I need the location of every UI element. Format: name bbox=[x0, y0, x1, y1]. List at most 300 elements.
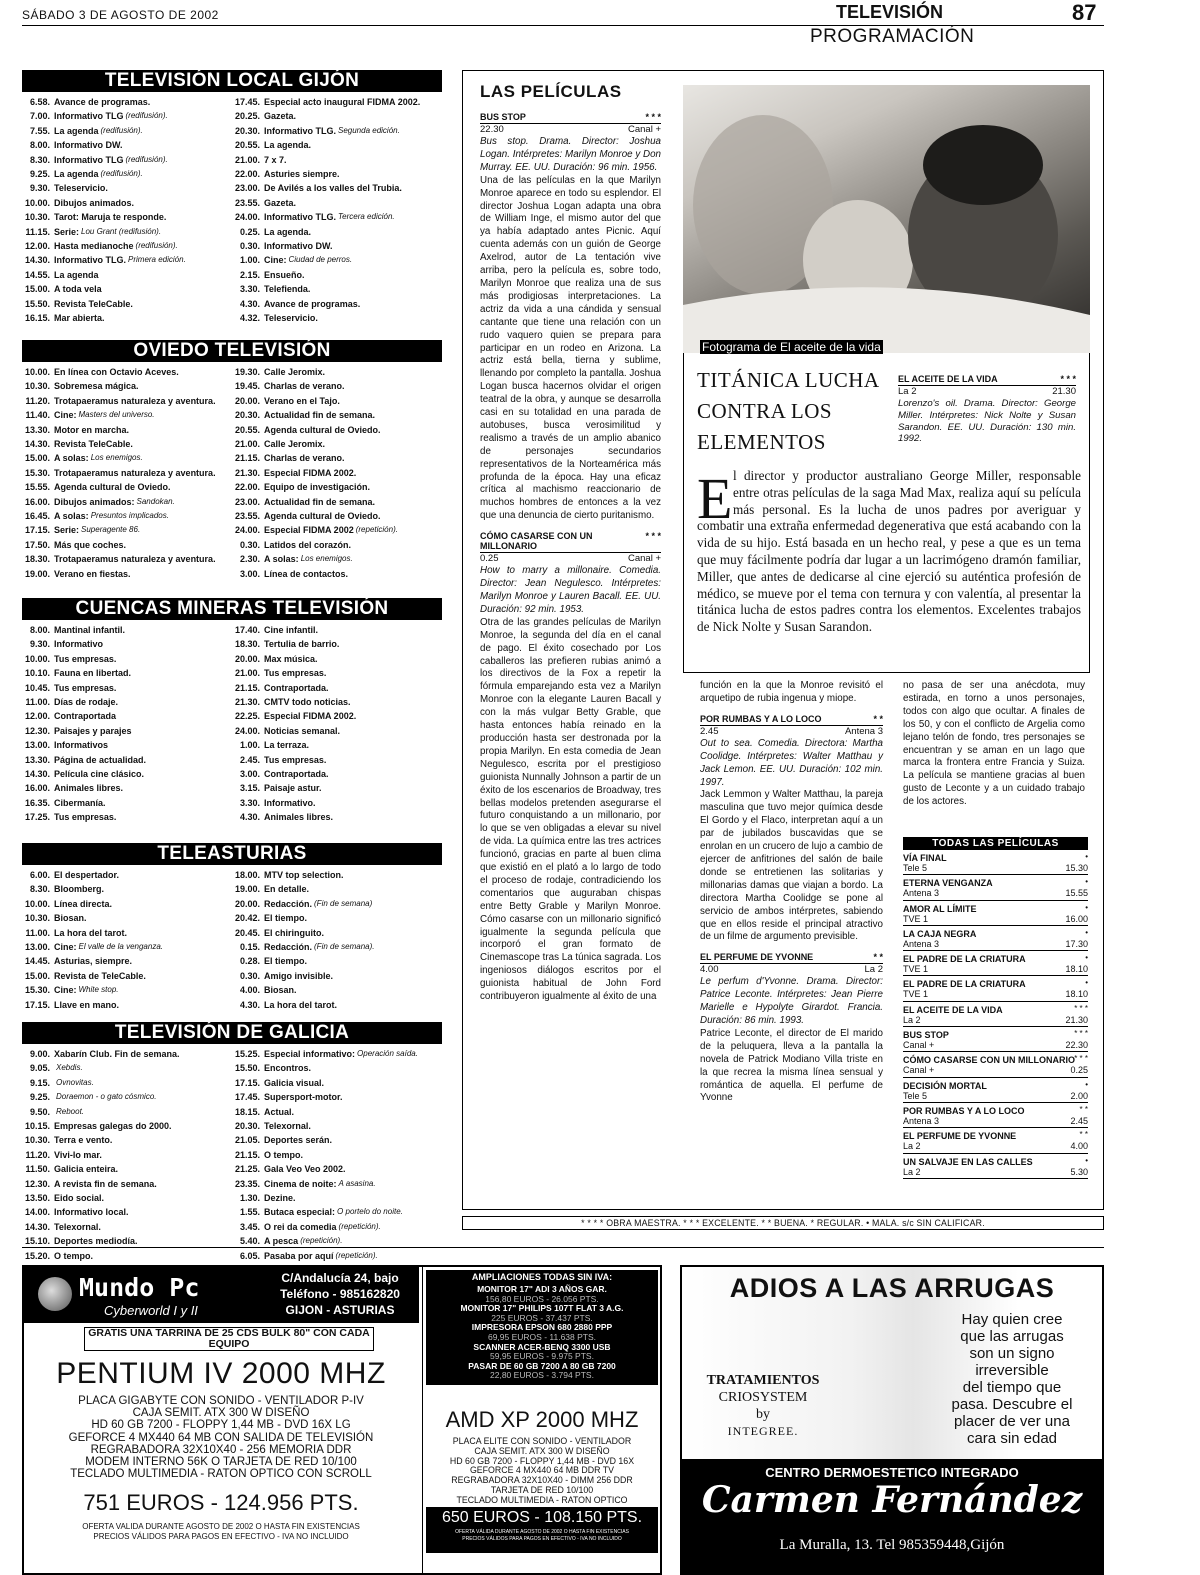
schedule-time: 17.25. bbox=[24, 812, 50, 823]
movie-time: 21.30 bbox=[1052, 386, 1076, 397]
schedule-row bbox=[232, 781, 442, 795]
program-note: Xebdis. bbox=[56, 1063, 83, 1073]
schedule-time: 22.00. bbox=[234, 169, 260, 180]
schedule-row bbox=[232, 666, 442, 680]
ad-sub: Cyberworld I y II bbox=[104, 1303, 198, 1318]
program-name: Calle Jeromix. bbox=[264, 367, 326, 377]
schedule-time: 23.35. bbox=[234, 1178, 260, 1189]
schedule-row bbox=[232, 480, 442, 494]
channel-schedule bbox=[22, 598, 442, 825]
ampl-price: 225 EUROS - 37.437 PTS. bbox=[491, 1312, 593, 1323]
program-note: Operación saída. bbox=[357, 1049, 418, 1058]
ampl-price: 156,80 EUROS - 26.056 PTS. bbox=[485, 1293, 599, 1304]
program-name: CMTV todo noticias. bbox=[264, 697, 351, 708]
schedule-row bbox=[232, 637, 442, 651]
schedule-time: 14.30. bbox=[24, 255, 50, 266]
schedule-time: 24.00. bbox=[234, 212, 260, 223]
schedule-row bbox=[22, 239, 232, 253]
schedule-time: 1.00. bbox=[239, 255, 260, 266]
schedule-time: 20.00. bbox=[234, 898, 260, 909]
schedule-time: 1.55. bbox=[239, 1207, 260, 1218]
ampl-item: SCANNER ACER-BENQ 3300 USB bbox=[473, 1341, 611, 1352]
ad-line: Hay quien cree bbox=[961, 1311, 1063, 1328]
program-name: MTV top selection. bbox=[264, 870, 344, 880]
drop-cap: E bbox=[697, 466, 733, 531]
movie-details: Lorenzo's oil. Drama. Director: George Miller. Intérpretes: Nick Nolte y Susan Sarandon. EE. UU. Duración: 130 min. 1992. bbox=[898, 398, 1076, 445]
schedule-row bbox=[232, 408, 442, 422]
schedule-row bbox=[232, 954, 442, 968]
schedule-time: 19.00. bbox=[24, 568, 50, 579]
schedule-time: 13.00. bbox=[24, 740, 50, 751]
program-name: Encontros. bbox=[264, 1063, 312, 1074]
program-name: En detalle. bbox=[264, 884, 310, 895]
program-name: Especial FIDMA 2002. bbox=[264, 467, 357, 478]
movie-column-2 bbox=[700, 680, 883, 1105]
schedule-row bbox=[232, 523, 442, 537]
program-name: Contraportada. bbox=[264, 769, 329, 780]
all-movies-row bbox=[903, 1078, 1088, 1103]
schedule-time: 21.30. bbox=[234, 467, 260, 478]
program-name: 7 x 7. bbox=[264, 154, 287, 165]
schedule-row bbox=[232, 282, 442, 296]
schedule-column bbox=[22, 868, 232, 1012]
program-name: Teleservicio. bbox=[264, 313, 318, 324]
program-name: Gazeta. bbox=[264, 111, 297, 122]
schedule-row bbox=[22, 738, 232, 752]
rating: * * * bbox=[645, 112, 661, 122]
program-note: (repetición). bbox=[355, 525, 398, 535]
program-name: Llave en mano. bbox=[54, 999, 120, 1010]
movie-channel: Antena 3 bbox=[844, 725, 883, 737]
schedule-row bbox=[22, 225, 232, 239]
ad-line: HD 60 GB 7200 - FLOPPY 1,44 MB - DVD 16X LG bbox=[91, 1419, 351, 1432]
program-note: (Fin de semana). bbox=[314, 942, 375, 952]
movie-time: 2.45 bbox=[700, 725, 719, 737]
schedule-row bbox=[22, 652, 232, 666]
program-name: Revista TeleCable. bbox=[54, 298, 133, 309]
schedule-row bbox=[232, 911, 442, 925]
schedule-time: 23.55. bbox=[234, 197, 260, 208]
schedule-row bbox=[22, 781, 232, 795]
ad-line: que las arrugas bbox=[960, 1328, 1064, 1345]
program-name: Serie: bbox=[54, 525, 80, 536]
schedule-time: 9.30. bbox=[29, 183, 50, 194]
program-name: A pesca bbox=[264, 1236, 299, 1247]
schedule-row bbox=[232, 1047, 442, 1061]
movie-time: 18.10 bbox=[1065, 964, 1088, 975]
rating: * * bbox=[1079, 1130, 1088, 1140]
schedule-time: 12.30. bbox=[24, 1178, 50, 1189]
movie-time: 17.30 bbox=[1065, 938, 1088, 949]
schedule-time: 16.00. bbox=[24, 783, 50, 794]
movie-title: POR RUMBAS Y A LO LOCO bbox=[903, 1105, 1025, 1116]
schedule-time: 17.50. bbox=[24, 539, 50, 550]
movie-review: Patrice Leconte, el director de El marido de la peluquera, lleva a la pantalla la novela de Patrick Modiano Villa triste en la que recrea la misma línea sensual y romántica de aquella. El perfume de Yvonne bbox=[700, 1027, 883, 1104]
program-name: Especial FIDMA 2002. bbox=[264, 711, 357, 722]
schedule-time: 15.50. bbox=[24, 298, 50, 309]
program-name: A revista fin de semana. bbox=[54, 1178, 157, 1189]
program-note: El valle de la venganza. bbox=[78, 942, 163, 952]
channel-title: TELEASTURIAS bbox=[22, 843, 442, 865]
program-name: Butaca especial: bbox=[264, 1207, 336, 1218]
movie-time: 18.10 bbox=[1065, 989, 1088, 1000]
program-name: Informativo DW. bbox=[54, 140, 123, 151]
ampl-price: 69,95 EUROS - 11.638 PTS. bbox=[487, 1331, 597, 1342]
schedule-time: 24.00. bbox=[234, 725, 260, 736]
movie-review: Una de las películas en la que Marilyn Monroe aparece en todo su esplendor. El director Joshua Logan adapta una obra de William Inge, el mismo autor del que ya había adaptado antes Picnic. Aquí cuenta además con un guión de George Axelrod, autor de La tentación vive arriba, pero la película es, sobre todo, Marilyn Monroe que realiza una de sus más prodigiosas interpretaciones. La actriz da vida a una cándida y sensual cantante que tiene una relación con un rudo vaquero quien se prepara para participar en un rodeo en Arizona. La actriz está bella, tierna y sublime, llenando por completo la pantalla. Joshua Logan busca hacernos olvidar el origen teatral de la obra, y aunque se desarrolla casi en su totalidad en una parada de autobuses, busca verosimilitud y realismo a través de un amplio abanico de personajes secundarios representativos de la Norteamérica más profunda de la época. Hay una eficaz crítica al machismo reaccionario de muchos hombres de entonces a la vez que una denuncia de cierto puritanismo. bbox=[480, 174, 661, 522]
schedule-time: 12.00. bbox=[24, 241, 50, 252]
schedule-time: 15.30. bbox=[24, 467, 50, 478]
movie-channel: Canal + bbox=[627, 124, 661, 135]
program-name: Agenda cultural de Oviedo. bbox=[54, 482, 171, 493]
schedule-time: 12.30. bbox=[24, 725, 50, 736]
program-name: Dibujos animados. bbox=[54, 197, 135, 208]
schedule-row bbox=[232, 253, 442, 267]
schedule-row bbox=[22, 1205, 232, 1219]
movie-details: Out to sea. Comedia. Directora: Martha Coolidge. Intérpretes: Walter Matthau y Jack Lemon. EE. UU. Duración: 102 min. 1997. bbox=[700, 737, 883, 788]
schedule-row bbox=[22, 983, 232, 997]
schedule-time: 17.15. bbox=[24, 999, 50, 1010]
schedule-row bbox=[22, 567, 232, 581]
ad-body bbox=[922, 1311, 1102, 1447]
schedule-row bbox=[232, 379, 442, 393]
schedule-row bbox=[22, 311, 232, 325]
schedule-time: 19.30. bbox=[234, 367, 260, 377]
schedule-time: 21.00. bbox=[234, 439, 260, 450]
schedule-row bbox=[22, 695, 232, 709]
program-name: En línea con Octavio Aceves. bbox=[54, 367, 179, 377]
program-name: Más que coches. bbox=[54, 539, 127, 550]
all-movies-row bbox=[903, 1027, 1088, 1052]
schedule-time: 20.00. bbox=[234, 395, 260, 406]
schedule-time: 10.00. bbox=[24, 367, 50, 377]
program-name: Redacción. bbox=[264, 942, 313, 953]
program-name: Actual. bbox=[264, 1106, 295, 1117]
schedule-time: 11.15. bbox=[25, 226, 50, 237]
ampl-item: IMPRESORA EPSON 680 2880 PPP bbox=[471, 1322, 613, 1333]
schedule-row bbox=[232, 998, 442, 1012]
schedule-row bbox=[22, 724, 232, 738]
ad-treatment: TRATAMIENTOS CRIOSYSTEM by INTEGREE. bbox=[706, 1373, 820, 1438]
movie-title: AMOR AL LÍMITE bbox=[903, 903, 977, 914]
schedule-row bbox=[232, 210, 442, 224]
movie-header: EL PERFUME DE YVONNE * * bbox=[700, 952, 883, 963]
movie-title: VÍA FINAL bbox=[903, 853, 947, 863]
rating: * * * bbox=[1060, 374, 1076, 384]
subsection-title: PROGRAMACIÓN bbox=[810, 26, 975, 47]
schedule-time: 2.15. bbox=[239, 269, 260, 280]
ad-brand: Mundo Pc bbox=[79, 1273, 200, 1302]
schedule-row bbox=[232, 983, 442, 997]
page-number: 87 bbox=[1072, 0, 1097, 25]
schedule-row bbox=[232, 1090, 442, 1104]
program-note: (redifusión). bbox=[125, 154, 168, 164]
schedule-row bbox=[232, 365, 442, 379]
schedule-row bbox=[22, 552, 232, 566]
movie-header: CÓMO CASARSE CON UN MILLONARIO * * * bbox=[480, 531, 661, 552]
schedule-row bbox=[22, 495, 232, 509]
schedule-time: 9.50. bbox=[29, 1106, 50, 1117]
ad-line: PRECIOS VÁLIDOS PARA PAGOS EN EFECTIVO - IVA NO INCLUIDO bbox=[462, 1536, 622, 1542]
schedule-row bbox=[22, 926, 232, 940]
program-name: Revista de TeleCable. bbox=[54, 970, 146, 981]
schedule-row bbox=[232, 709, 442, 723]
schedule-row bbox=[232, 423, 442, 437]
ad-line: TARJETA DE RED 10/100 bbox=[490, 1484, 594, 1495]
schedule-row bbox=[232, 1133, 442, 1147]
schedule-time: 11.20. bbox=[25, 1149, 50, 1160]
program-name: Tus empresas. bbox=[54, 812, 117, 823]
schedule-time: 17.40. bbox=[234, 625, 260, 635]
schedule-time: 7.00. bbox=[29, 111, 50, 122]
program-name: Especial informativo: bbox=[264, 1049, 356, 1059]
movie-title: EL PADRE DE LA CRIATURA bbox=[903, 979, 1026, 990]
program-name: La agenda bbox=[54, 125, 99, 136]
movie-channel: TVE 1 bbox=[903, 913, 929, 924]
schedule-time: 21.15. bbox=[234, 1149, 260, 1160]
program-name: Galicia visual. bbox=[264, 1077, 325, 1088]
schedule-row bbox=[232, 1191, 442, 1205]
schedule-time: 8.00. bbox=[29, 140, 50, 151]
program-name: Informativo TLG bbox=[54, 111, 124, 122]
program-note: Segunda edición. bbox=[338, 125, 400, 135]
all-movies-row bbox=[903, 1002, 1088, 1027]
program-name: Tus empresas. bbox=[54, 682, 117, 693]
ad-line: OFERTA VÁLIDA DURANTE AGOSTO DE 2002 O HASTA FIN EXISTENCIAS bbox=[455, 1529, 629, 1535]
all-movies-row bbox=[903, 1154, 1088, 1179]
ad-line: REGRABADORA 32X10X40 - DIMM 256 DDR bbox=[451, 1475, 633, 1486]
program-name: Informativos bbox=[54, 740, 109, 751]
schedule-time: 20.45. bbox=[234, 927, 260, 938]
movie-channel: Canal + bbox=[903, 1040, 935, 1051]
ad-line: cara sin edad bbox=[966, 1430, 1058, 1447]
program-name: Gazeta. bbox=[264, 197, 297, 208]
program-name: Informativo DW. bbox=[264, 241, 333, 252]
movie-review: función en la que la Monroe revisitó el arquetipo de rubia ingenua y miope. bbox=[700, 680, 883, 704]
schedule-row bbox=[232, 724, 442, 738]
program-name: Eido social. bbox=[54, 1193, 105, 1204]
program-note: O portelo do noite. bbox=[337, 1207, 403, 1217]
channel-schedule bbox=[22, 843, 442, 1012]
schedule-time: 9.25. bbox=[29, 169, 50, 180]
schedule-time: 22.25. bbox=[234, 711, 260, 722]
program-name: Verano en fiestas. bbox=[54, 568, 131, 579]
program-name: Paisaje astur. bbox=[264, 783, 322, 794]
schedule-time: 11.50. bbox=[25, 1164, 50, 1175]
schedule-time: 11.20. bbox=[25, 395, 50, 406]
program-note: (repetición). bbox=[338, 1221, 381, 1231]
ad-cpu-1: PENTIUM IV 2000 MHZ bbox=[56, 1357, 386, 1390]
program-name: Asturias, siempre. bbox=[54, 956, 133, 967]
movie-channel: La 2 bbox=[903, 1166, 921, 1177]
all-movies-table bbox=[903, 837, 1088, 1179]
movie-channel: Canal + bbox=[903, 1065, 935, 1076]
schedule-time: 21.00. bbox=[234, 154, 260, 165]
movie-review: no pasa de ser una anécdota, muy estirada, en torno a unos personajes, todos con algo que ocultar. A finales de los 50, y con el conflicto de Argelia como lejano telón de fondo, tres personajes se encuentran y se aman en un lago que marca la frontera entre Francia y Suiza. La película se mantiene gracias al buen gusto de Leconte y a un cuidado trabajo de los actores. bbox=[903, 680, 1085, 808]
schedule-column bbox=[22, 365, 232, 581]
schedule-row bbox=[22, 1220, 232, 1234]
program-name: Cine: bbox=[54, 985, 77, 996]
channel-schedule bbox=[22, 70, 442, 326]
schedule-row bbox=[22, 709, 232, 723]
schedule-row bbox=[232, 796, 442, 810]
schedule-row bbox=[232, 1105, 442, 1119]
program-name: Bloomberg. bbox=[54, 884, 105, 895]
schedule-row bbox=[232, 1119, 442, 1133]
all-movies-row bbox=[903, 976, 1088, 1001]
program-note: Superagente 86. bbox=[81, 525, 141, 535]
movie-channel: TVE 1 bbox=[903, 989, 929, 1000]
program-name: Dibujos animados: bbox=[54, 496, 135, 507]
program-name: Revista TeleCable. bbox=[54, 439, 133, 450]
schedule-row bbox=[22, 408, 232, 422]
ad-line: irreversible bbox=[975, 1362, 1049, 1379]
rating: • bbox=[1085, 902, 1088, 912]
schedule-time: 19.45. bbox=[234, 381, 260, 392]
schedule-row bbox=[232, 969, 442, 983]
schedule-time: 16.45. bbox=[24, 511, 50, 522]
schedule-row bbox=[22, 124, 232, 138]
schedule-time: 22.00. bbox=[234, 482, 260, 493]
program-note: Sandokan. bbox=[136, 496, 175, 506]
ampl-price: 22,80 EUROS - 3.794 PTS. bbox=[490, 1370, 594, 1381]
program-note: Ovnovitas. bbox=[56, 1077, 94, 1087]
schedule-row bbox=[22, 210, 232, 224]
program-name: Galicia enteira. bbox=[54, 1164, 119, 1175]
program-name: Tus empresas. bbox=[264, 668, 327, 679]
schedule-time: 10.45. bbox=[24, 682, 50, 693]
program-name: De Avilés a los valles del Trubia. bbox=[264, 183, 402, 194]
program-name: Vivi-lo mar. bbox=[54, 1149, 102, 1160]
schedule-time: 4.00. bbox=[239, 985, 260, 996]
ampl-item: MONITOR 17" ADI 3 AÑOS GAR. bbox=[477, 1284, 607, 1294]
program-name: Mantinal infantil. bbox=[54, 625, 125, 635]
movie-title: UN SALVAJE EN LAS CALLES bbox=[903, 1156, 1033, 1167]
movie-title: EL PERFUME DE YVONNE bbox=[903, 1131, 1017, 1142]
schedule-row bbox=[22, 509, 232, 523]
schedule-time: 8.00. bbox=[29, 625, 50, 635]
schedule-time: 0.30. bbox=[239, 241, 260, 252]
schedule-row bbox=[22, 1047, 232, 1061]
feature-lead: l director y productor australiano George Miller, responsable entre otras películas de la saga Mad Max, realiza aquí su película más personal. Es la lucha de unos padres por averiguar y combatir una extraña enfermedad degenerativa que está acabando con la vida de su hijo. Está basada en un hecho real, y pese a que es un tema que muy fácilmente podría dar lugar a un lacrimógeno dramón familiar, Miller, que antes de dedicarse al cine ejerció su auténtica profesión de médico, se mueve por el tema con ternura y con valentía, al presentar la titánica lucha de estos padres contra los elementos. Excelentes trabajos de Nick Nolte y Susan Sarandon. bbox=[697, 468, 1081, 635]
schedule-row bbox=[22, 810, 232, 824]
program-name: Amigo invisible. bbox=[264, 970, 334, 981]
schedule-time: 0.28. bbox=[239, 956, 260, 967]
schedule-time: 15.00. bbox=[24, 453, 50, 464]
schedule-time: 18.30. bbox=[234, 639, 260, 650]
ad-line: placer de ver una bbox=[954, 1413, 1070, 1430]
ad-line: GEFORCE 4 MX440 64 MB CON SALIDA DE TELEVISIÓN bbox=[68, 1431, 374, 1444]
schedule-row bbox=[22, 1162, 232, 1176]
program-name: Especial acto inaugural FIDMA 2002. bbox=[264, 97, 421, 107]
schedule-row bbox=[22, 1105, 232, 1119]
schedule-time: 8.30. bbox=[29, 154, 50, 165]
schedule-row bbox=[22, 1191, 232, 1205]
schedule-column bbox=[232, 365, 442, 581]
section-title: TELEVISIÓN bbox=[836, 2, 944, 22]
movie-title: ETERNA VENGANZA bbox=[903, 878, 993, 889]
schedule-row bbox=[22, 796, 232, 810]
schedule-row bbox=[232, 882, 442, 896]
schedule-time: 21.05. bbox=[234, 1135, 260, 1146]
schedule-time: 10.30. bbox=[24, 1135, 50, 1146]
schedule-time: 3.30. bbox=[239, 797, 260, 808]
program-name: Gala Veo Veo 2002. bbox=[264, 1164, 346, 1175]
schedule-time: 15.00. bbox=[24, 970, 50, 981]
program-name: Especial FIDMA 2002 bbox=[264, 525, 354, 536]
program-name: Agenda cultural de Oviedo. bbox=[264, 424, 381, 435]
schedule-column bbox=[22, 623, 232, 825]
schedule-row bbox=[22, 268, 232, 282]
schedule-row bbox=[22, 523, 232, 537]
schedule-row bbox=[232, 1249, 442, 1263]
program-note: (Fin de semana) bbox=[314, 898, 373, 908]
ad-price-2: 650 EUROS - 108.150 PTS. bbox=[441, 1509, 643, 1526]
schedule-column bbox=[232, 623, 442, 825]
schedule-row bbox=[22, 1090, 232, 1104]
program-name: Paisajes y parajes bbox=[54, 725, 132, 736]
ad-note-2 bbox=[426, 1529, 658, 1543]
ad-promo: GRATIS UNA TARRINA DE 25 CDS BULK 80" CON CADA EQUIPO bbox=[84, 1327, 374, 1351]
schedule-row bbox=[22, 153, 232, 167]
program-name: Tus empresas. bbox=[54, 653, 117, 664]
rating: • bbox=[1085, 978, 1088, 988]
ampl-item: PASAR DE 60 GB 7200 A 80 GB 7200 bbox=[468, 1360, 616, 1371]
schedule-row bbox=[22, 681, 232, 695]
schedule-row bbox=[232, 466, 442, 480]
program-name: Línea de contactos. bbox=[264, 568, 349, 579]
movie-review: Jack Lemmon y Walter Matthau, la pareja masculina que tuvo mejor química desde El Gordo y el Flaco, interpretan aquí a un par de jubilados buscavidas que se enrolan en un crucero de lujo a cambio de ejercer de anfitriones del salón de baile donde se entretienen las solitarias y millonarias damas que viajan a bordo. La directora Martha Coolidge se pone al servicio de ambos intérpretes, sabiendo que en ellos reside el principal atractivo de un filme de argumento previsible. bbox=[700, 789, 883, 943]
program-note: Ciudad de perros. bbox=[288, 255, 353, 265]
schedule-row bbox=[232, 297, 442, 311]
schedule-row bbox=[22, 167, 232, 181]
schedule-time: 4.30. bbox=[239, 812, 260, 823]
program-name: Página de actualidad. bbox=[54, 754, 147, 765]
schedule-row bbox=[22, 437, 232, 451]
rating: * * * bbox=[645, 531, 661, 542]
ad-ampl-list bbox=[426, 1285, 658, 1381]
movie-time: 16.00 bbox=[1065, 913, 1088, 924]
ad-line: OFERTA VALIDA DURANTE AGOSTO DE 2002 O HASTA FIN EXISTENCIAS bbox=[82, 1522, 360, 1531]
schedule-row bbox=[232, 109, 442, 123]
rating: • bbox=[1085, 1155, 1088, 1165]
schedule-time: 5.40. bbox=[239, 1236, 260, 1247]
movie-column-3 bbox=[903, 680, 1085, 809]
schedule-row bbox=[232, 225, 442, 239]
schedule-row bbox=[232, 311, 442, 325]
program-note: White stop. bbox=[78, 985, 119, 995]
schedule-time: 3.30. bbox=[239, 284, 260, 295]
all-movies-row bbox=[903, 1128, 1088, 1153]
schedule-row bbox=[232, 552, 442, 566]
schedule-column bbox=[232, 95, 442, 326]
schedule-time: 3.15. bbox=[239, 783, 260, 794]
movie-channel: Canal + bbox=[627, 553, 661, 565]
ad-ampl-title: AMPLIACIONES TODAS SIN IVA: bbox=[471, 1272, 613, 1282]
ad-address: C/Andalucía 24, bajo Teléfono - 985162820 GIJON - ASTURIAS bbox=[280, 1271, 400, 1317]
program-name: Animales libres. bbox=[54, 783, 124, 794]
schedule-time: 20.25. bbox=[234, 111, 260, 122]
schedule-time: 3.00. bbox=[239, 568, 260, 579]
program-name: Actualidad fin de semana. bbox=[264, 410, 376, 421]
movie-time: 0.25 bbox=[1070, 1065, 1088, 1076]
program-name: Fauna en libertad. bbox=[54, 668, 132, 679]
program-name: Telefienda. bbox=[264, 284, 311, 295]
rating: • bbox=[1085, 953, 1088, 963]
program-name: El tiempo. bbox=[264, 913, 308, 924]
schedule-row bbox=[232, 95, 442, 109]
program-note: Tercera edición. bbox=[338, 212, 395, 222]
